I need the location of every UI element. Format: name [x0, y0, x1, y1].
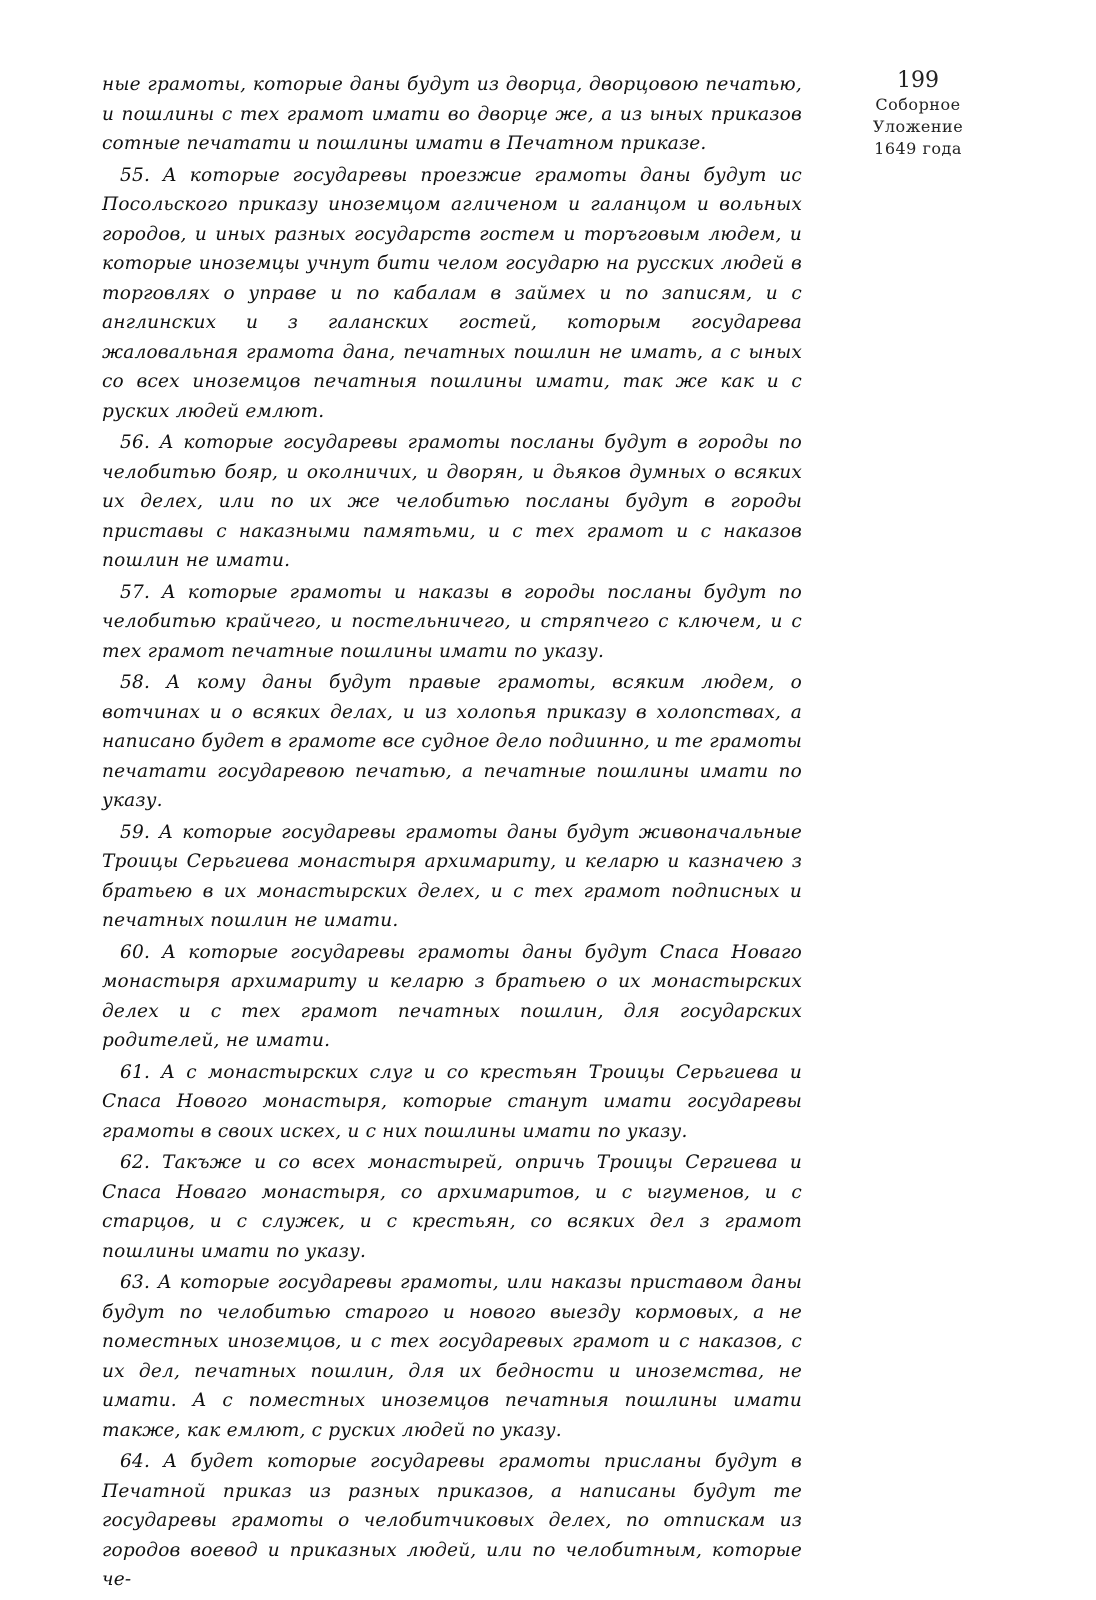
article-62: 62. Такъже и со всех монастырей, опричь Троицы Сергиева и Спаса Новаго монастыря, со архимаритов, и с ыгуменов, и с старцов, и с служек, и с крестьян, со всяких дел з грамот пошлины имати по указу.: [102, 1152, 802, 1262]
running-title-line-1: Соборное: [875, 95, 961, 114]
article-64: 64. А будет которые государевы грамоты присланы будут в Печатной приказ из разных приказов, а написаны будут те государевы грамоты о челобитчиковых делех, по отпискам из городов воевод и приказных людей, или по челобитным, которые че-: [102, 1451, 802, 1590]
article-59: 59. А которые государевы грамоты даны будут живоначальные Троицы Серьгиева монастыря архимариту, и келарю и казначею з братьею в их монастырских делех, и с тех грамот подписных и печатных пошлин не имати.: [102, 821, 802, 931]
running-title-line-2: Уложение: [872, 117, 964, 136]
running-title-line-3: 1649 года: [874, 139, 962, 158]
document-text: [102, 70, 802, 1597]
article-56: 56. А которые государевы грамоты посланы будут в городы по челобитью бояр, и околничих, и дворян, и дьяков думных о всяких их делех, или по их же челобитью посланы будут в городы приставы с наказными памятьми, и с тех грамот и с наказов пошлин не имати.: [102, 432, 802, 571]
page-number: 199: [897, 68, 939, 93]
article-55: 55. А которые государевы проезжие грамоты даны будут ис Посольского приказу иноземцом агличеном и галанцом и вольных городов, и иных разных государств гостем и торъговым людем, и которые иноземцы учнут бити челом государю на русских людей в торговлях о управе и по кабалам в займех и по записям, и с англинских и з галанских гостей, которым государева жаловальная грамота дана, печатных пошлин не имать, а с ыных со всех иноземцов печатныя пошлины имати, так же как и с руских людей емлют.: [102, 164, 802, 422]
article-58: 58. А кому даны будут правые грамоты, всяким людем, о вотчинах и о всяких делах, и из холопья приказу в холопствах, а написано будет в грамоте все судное дело подиинно, и те грамоты печатати государевою печатью, а печатные пошлины имати по указу.: [102, 672, 802, 811]
article-61: 61. А с монастырских слуг и со крестьян Троицы Серьгиева и Спаса Нового монастыря, которые станут имати государевы грамоты в своих искех, и с них пошлины имати по указу.: [102, 1061, 802, 1142]
article-63: 63. А которые государевы грамоты, или наказы приставом даны будут по челобитью старого и нового выезду кормовых, а не поместных иноземцов, и с тех государевых грамот и с наказов, с их дел, печатных пошлин, для их бедности и иноземства, не имати. А с поместных иноземцов печатныя пошлины имати также, как емлют, с руских людей по указу.: [102, 1272, 802, 1441]
article-60: 60. А которые государевы грамоты даны будут Спаса Новаго монастыря архимариту и келарю з братьею о их монастырских делех и с тех грамот печатных пошлин, для государских родителей, не имати.: [102, 941, 802, 1051]
article-57: 57. А которые грамоты и наказы в городы посланы будут по челобитью крайчего, и постельничего, и стряпчего с ключем, и с тех грамот печатные пошлины имати по указу.: [102, 581, 802, 662]
continuation-paragraph: ные грамоты, которые даны будут из дворца, дворцовою печатью, и пошлины с тех грамот имати во дворце же, а из ыных приказов сотные печатати и пошлины имати в Печатном приказе.: [102, 74, 802, 154]
page-header: [858, 68, 978, 160]
